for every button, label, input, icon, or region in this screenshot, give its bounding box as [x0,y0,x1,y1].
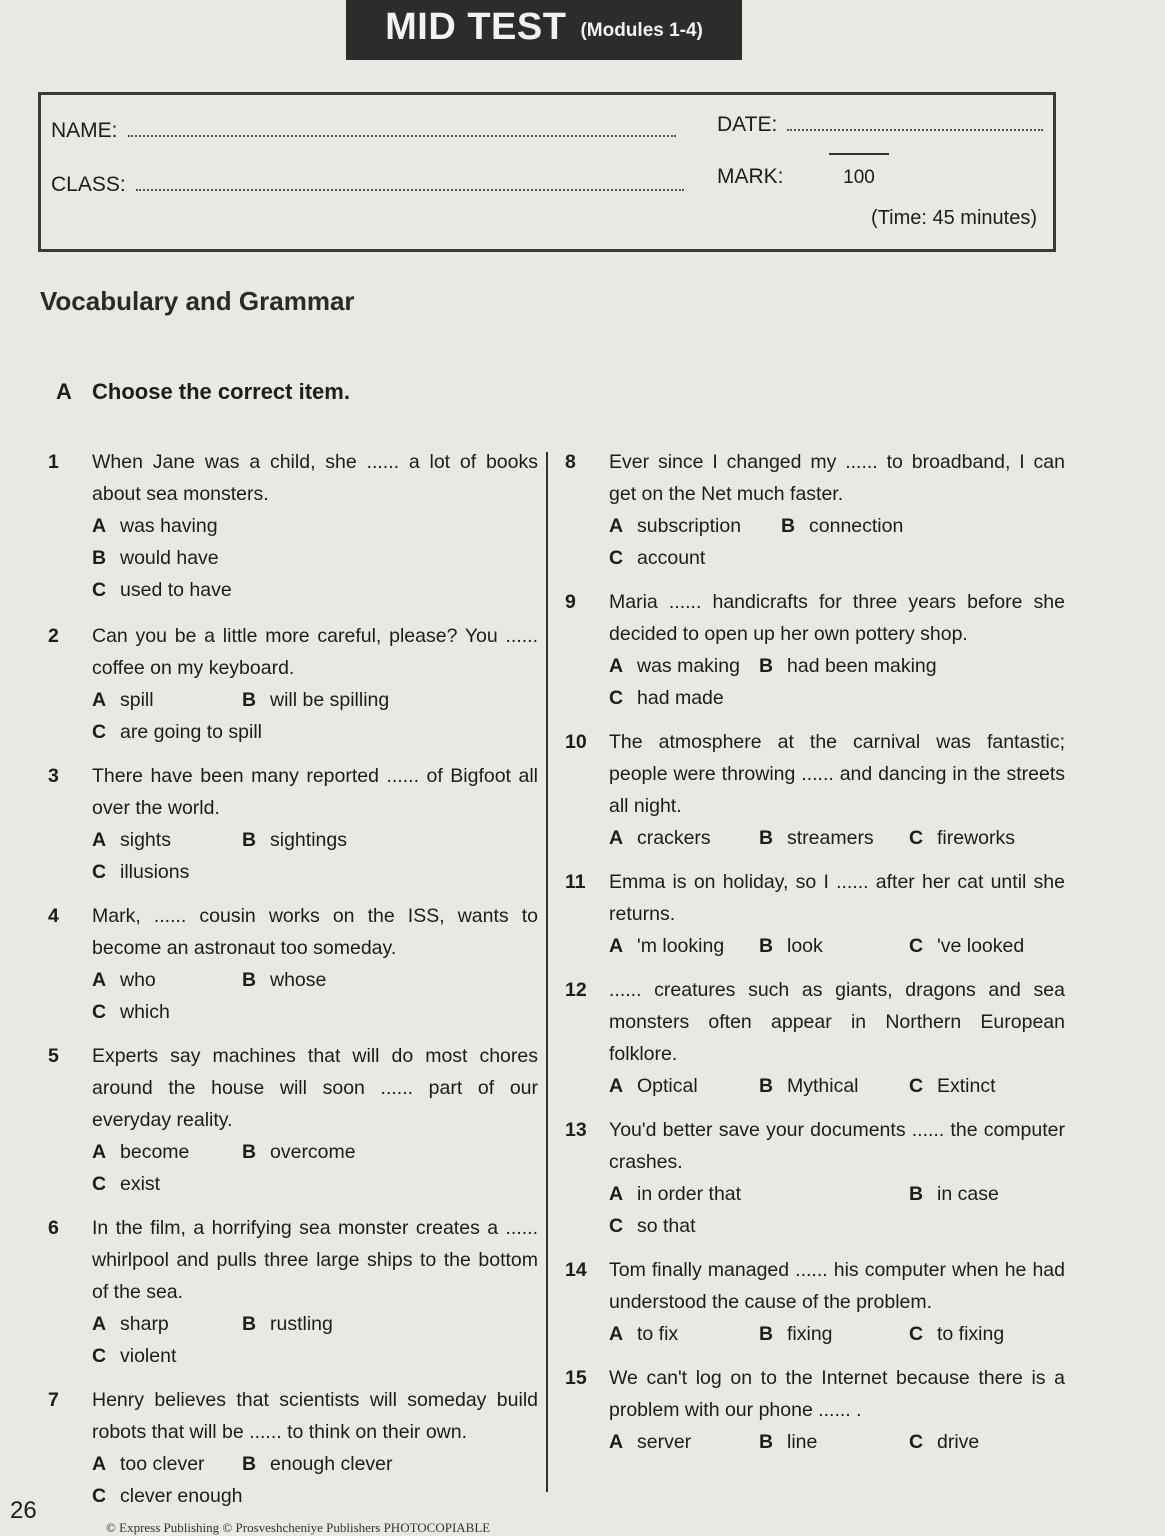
answer-options [609,1178,1065,1242]
mark-fraction [829,153,889,189]
question-number: 13 [565,1119,587,1141]
option-letter: C [909,1431,924,1453]
answer-option-b[interactable] [759,1426,909,1458]
option-letter: C [92,1345,107,1367]
question-stem: ...... creatures such as giants, dragons and sea monsters often appear in Northern European folklore. [609,979,1065,1065]
answer-options [92,1136,538,1200]
answer-option-c[interactable] [909,930,1059,962]
option-text: in case [937,1183,999,1205]
page-number: 26 [10,1497,37,1524]
option-letter: B [759,1323,774,1345]
answer-option-b[interactable] [242,684,492,716]
question-stem: Tom finally managed ...... his computer when he had understood the cause of the problem. [609,1259,1065,1313]
answer-options [609,930,1065,962]
option-letter: C [909,1075,924,1097]
answer-options [609,1318,1065,1350]
option-text: in order that [637,1183,742,1205]
answer-options [609,510,1065,574]
questions-left-column [48,446,538,1512]
question-6 [48,1212,538,1372]
answer-options [92,1308,538,1372]
option-letter: A [609,1183,624,1205]
answer-option-b[interactable] [92,542,538,574]
answer-option-b[interactable] [242,964,392,996]
option-letter: C [92,721,107,743]
name-label: NAME: [51,119,118,142]
option-text: 've looked [937,935,1025,957]
answer-options [92,684,538,748]
option-letter: B [781,515,796,537]
answer-option-b[interactable] [242,1308,392,1340]
option-text: sights [120,829,171,851]
answer-options [609,822,1065,854]
name-field[interactable] [51,117,676,143]
mark-denominator: 100 [843,167,875,188]
question-number: 4 [48,905,59,927]
option-text: was having [120,515,218,537]
question-number: 11 [565,871,586,893]
answer-option-a[interactable] [92,964,242,996]
question-14 [565,1254,1065,1350]
option-text: line [787,1431,818,1453]
option-letter: C [92,1001,107,1023]
column-divider [546,452,548,1492]
answer-option-c[interactable] [92,996,242,1028]
option-text: streamers [787,827,874,849]
student-info-box [38,92,1056,252]
option-text: become [120,1141,190,1163]
answer-option-b[interactable] [909,1178,1059,1210]
question-stem: When Jane was a child, she ...... a lot of books about sea monsters. [92,451,538,505]
question-7 [48,1384,538,1512]
section-title: Vocabulary and Grammar [40,286,355,316]
answer-option-c[interactable] [909,1070,1059,1102]
option-letter: C [609,687,624,709]
option-text: subscription [637,515,742,537]
question-9 [565,586,1065,714]
option-text: spill [120,689,154,711]
option-text: too clever [120,1453,205,1475]
task-heading [56,379,350,405]
option-text: account [637,547,706,569]
question-1 [48,446,538,606]
option-letter: A [92,969,107,991]
option-text: Mythical [787,1075,859,1097]
option-letter: C [609,547,624,569]
option-letter: C [92,861,107,883]
question-10 [565,726,1065,854]
question-8 [565,446,1065,574]
option-letter: A [609,1075,624,1097]
class-field[interactable] [51,171,684,197]
name-line [128,117,676,137]
question-12 [565,974,1065,1102]
question-number: 10 [565,731,587,753]
answer-option-b[interactable] [781,510,931,542]
answer-option-b[interactable] [242,1448,492,1480]
option-text: server [637,1431,692,1453]
answer-options [92,1448,538,1512]
option-letter: A [609,1431,624,1453]
question-stem: Henry believes that scientists will someday build robots that will be ...... to think on their own. [92,1389,538,1443]
class-label: CLASS: [51,173,126,196]
question-number: 5 [48,1045,59,1067]
option-letter: A [92,829,107,851]
answer-option-b[interactable] [242,1136,392,1168]
answer-option-c[interactable] [909,1426,1059,1458]
question-stem: Mark, ...... cousin works on the ISS, wants to become an astronaut too someday. [92,905,538,959]
answer-option-a[interactable] [609,822,759,854]
option-letter: B [759,655,774,677]
answer-options [609,1070,1065,1102]
option-text: to fix [637,1323,679,1345]
option-text: are going to spill [120,721,263,743]
question-stem: You'd better save your documents ...... the computer crashes. [609,1119,1065,1173]
answer-option-a[interactable] [609,930,759,962]
answer-option-c[interactable] [609,1210,1065,1242]
question-number: 12 [565,979,587,1001]
option-letter: C [92,579,107,601]
question-number: 14 [565,1259,587,1281]
answer-option-b[interactable] [759,650,1009,682]
class-line [136,171,684,191]
option-text: sightings [270,829,347,851]
answer-option-a[interactable] [609,1318,759,1350]
question-3 [48,760,538,888]
option-letter: B [242,1453,257,1475]
question-number: 7 [48,1389,59,1411]
option-letter: B [759,1075,774,1097]
answer-options [609,650,1065,714]
question-stem: We can't log on to the Internet because there is a problem with our phone ...... . [609,1367,1065,1421]
date-label: DATE: [717,113,778,136]
question-13 [565,1114,1065,1242]
answer-option-a[interactable] [92,510,538,542]
option-letter: B [242,689,257,711]
question-number: 9 [565,591,576,613]
question-stem: Emma is on holiday, so I ...... after her cat until she returns. [609,871,1065,925]
answer-option-b[interactable] [759,1318,909,1350]
question-stem: Maria ...... handicrafts for three years before she decided to open up her own pottery shop. [609,591,1065,645]
option-letter: A [92,1141,107,1163]
option-text: had been making [787,655,937,677]
option-text: will be spilling [270,689,390,711]
answer-options [92,964,538,1028]
option-text: clever enough [120,1485,243,1507]
answer-option-a[interactable] [92,1308,242,1340]
option-text: connection [809,515,904,537]
option-text: look [787,935,823,957]
question-number: 2 [48,625,59,647]
question-number: 8 [565,451,576,473]
option-letter: A [609,655,624,677]
question-stem: There have been many reported ...... of Bigfoot all over the world. [92,765,538,819]
option-text: crackers [637,827,711,849]
option-text: would have [120,547,219,569]
option-text: overcome [270,1141,356,1163]
option-letter: B [242,1141,257,1163]
option-text: exist [120,1173,161,1195]
option-letter: A [609,935,624,957]
option-letter: C [909,827,924,849]
answer-option-a[interactable] [92,1448,242,1480]
option-letter: B [92,547,107,569]
option-letter: A [92,515,107,537]
answer-option-b[interactable] [759,930,909,962]
answer-option-c[interactable] [609,542,759,574]
question-stem: The atmosphere at the carnival was fantastic; people were throwing ...... and dancing in the streets all night. [609,731,1065,817]
option-text: was making [637,655,740,677]
option-text: had made [637,687,724,709]
option-letter: A [609,827,624,849]
option-text: violent [120,1345,177,1367]
answer-option-a[interactable] [92,824,242,856]
option-text: enough clever [270,1453,393,1475]
answer-option-a[interactable] [92,1136,242,1168]
option-letter: B [759,1431,774,1453]
answer-option-c[interactable] [92,574,538,606]
question-2 [48,620,538,748]
question-stem: Experts say machines that will do most chores around the house will soon ...... part of our everyday reality. [92,1045,538,1131]
answer-option-a[interactable] [609,1426,759,1458]
answer-option-c[interactable] [92,856,242,888]
option-letter: A [92,1313,107,1335]
answer-option-b[interactable] [759,1070,909,1102]
question-number: 3 [48,765,59,787]
option-text: whose [270,969,327,991]
option-letter: C [909,1323,924,1345]
option-text: which [120,1001,170,1023]
option-text: Extinct [937,1075,996,1097]
answer-option-b[interactable] [242,824,392,856]
mark-blank[interactable] [829,153,889,165]
time-note: (Time: 45 minutes) [871,207,1037,229]
option-letter: B [909,1183,924,1205]
question-5 [48,1040,538,1200]
test-title: MID TEST [385,5,567,48]
answer-option-a[interactable] [609,650,759,682]
question-number: 6 [48,1217,59,1239]
option-letter: A [609,1323,624,1345]
option-text: illusions [120,861,190,883]
option-text: sharp [120,1313,169,1335]
answer-option-a[interactable] [609,1178,909,1210]
date-line [787,111,1043,131]
option-letter: C [92,1485,107,1507]
option-text: used to have [120,579,232,601]
task-instruction: Choose the correct item. [92,379,350,404]
answer-option-c[interactable] [909,1318,1059,1350]
option-letter: B [242,969,257,991]
question-stem: In the film, a horrifying sea monster creates a ...... whirlpool and pulls three large ships to the bottom of the sea. [92,1217,538,1303]
option-text: drive [937,1431,980,1453]
questions-right-column [565,446,1065,1458]
answer-option-c[interactable] [909,822,1059,854]
option-text: rustling [270,1313,333,1335]
answer-option-b[interactable] [759,822,909,854]
answer-options [609,1426,1065,1458]
answer-option-c[interactable] [92,1480,538,1512]
answer-option-c[interactable] [609,682,1065,714]
copyright-footer: © Express Publishing © Prosveshcheniye Publishers PHOTOCOPIABLE [106,1520,491,1535]
option-letter: A [92,689,107,711]
option-letter: C [92,1173,107,1195]
option-text: fireworks [937,827,1016,849]
answer-option-a[interactable] [609,510,781,542]
mark-field [717,165,784,189]
answer-option-c[interactable] [92,1340,242,1372]
answer-option-a[interactable] [609,1070,759,1102]
question-4 [48,900,538,1028]
test-subtitle: (Modules 1-4) [580,20,703,41]
option-letter: B [242,1313,257,1335]
question-15 [565,1362,1065,1458]
answer-option-c[interactable] [92,716,538,748]
option-text: to fixing [937,1323,1005,1345]
question-stem: Can you be a little more careful, please? You ...... coffee on my keyboard. [92,625,538,679]
option-text: Optical [637,1075,698,1097]
question-number: 15 [565,1367,587,1389]
option-letter: A [609,515,624,537]
question-11 [565,866,1065,962]
answer-options [92,824,538,888]
option-letter: B [759,827,774,849]
answer-option-c[interactable] [92,1168,242,1200]
option-letter: C [909,935,924,957]
option-text: who [120,969,156,991]
task-letter: A [56,379,72,404]
option-text: 'm looking [637,935,725,957]
test-title-banner [346,0,742,60]
option-letter: C [609,1215,624,1237]
option-letter: A [92,1453,107,1475]
answer-option-a[interactable] [92,684,242,716]
option-letter: B [759,935,774,957]
option-letter: B [242,829,257,851]
question-stem: Ever since I changed my ...... to broadband, I can get on the Net much faster. [609,451,1065,505]
option-text: so that [637,1215,696,1237]
option-text: fixing [787,1323,833,1345]
mark-label: MARK: [717,165,784,188]
date-field[interactable] [717,111,1043,137]
answer-options [92,510,538,606]
question-number: 1 [48,451,59,473]
